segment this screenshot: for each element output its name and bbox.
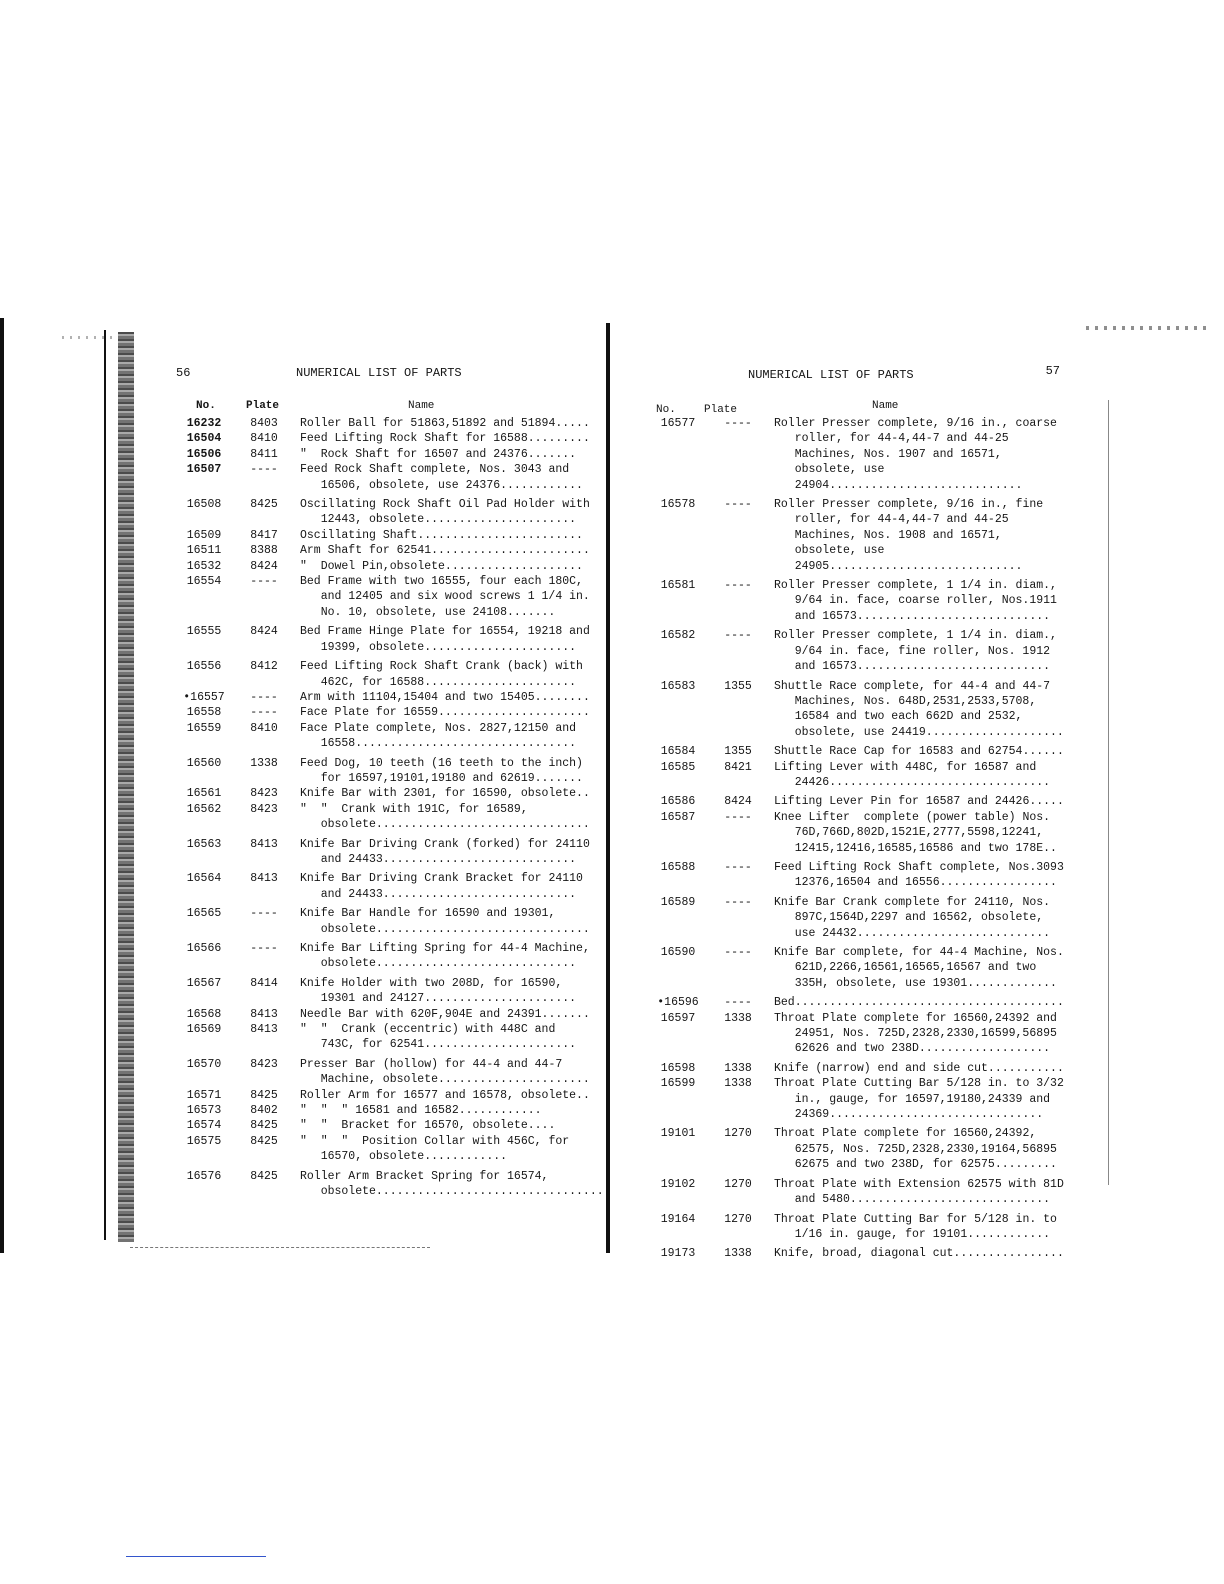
right-page	[650, 366, 1070, 1262]
plate-number: ----	[724, 579, 752, 593]
part-name: Roller Presser complete, 1 1/4 in. diam., 9/64 in. face, fine roller, Nos. 1912 and 16573............................	[774, 629, 1064, 674]
part-number: 16571	[186, 1088, 222, 1102]
part-number: 16577	[660, 417, 696, 430]
plate-number: 8417	[250, 528, 278, 542]
part-number: 16581	[660, 579, 696, 593]
part-name: " " Crank (eccentric) with 448C and 743C, for 62541......................	[300, 1023, 577, 1052]
plate-number: 8425	[250, 1134, 278, 1148]
part-name: Face Plate complete, Nos. 2827,12150 and 16558................................	[300, 721, 583, 751]
part-name: Knee Lifter complete (power table) Nos. 76D,766D,802D,1521E,2777,5598,12241, 12415,12416,16585,16586 and two 178E..	[774, 810, 1057, 855]
plate-number: 8424	[250, 559, 278, 573]
part-number: 16573	[186, 1104, 222, 1118]
part-entry	[176, 1022, 596, 1053]
part-entry	[650, 578, 1070, 624]
plate-number: 8402	[250, 1104, 278, 1118]
part-number: 16555	[186, 625, 222, 639]
part-entry	[176, 497, 596, 528]
parts-list	[650, 416, 1070, 1262]
part-name: Oscillating Rock Shaft Oil Pad Holder with 12443, obsolete......................	[300, 498, 597, 527]
part-name: Bed Frame with two 16555, four each 180C, and 12405 and six wood screws 1 1/4 in. No. 10, obsolete, use 24108.......	[300, 575, 597, 619]
plate-number: 8412	[250, 660, 278, 674]
part-number: 16588	[660, 860, 696, 874]
part-entry	[176, 431, 596, 446]
part-name: Throat Plate with Extension 62575 with 81D and 5480.............................	[774, 1177, 1071, 1207]
part-name: Roller Arm for 16577 and 16578, obsolete..	[300, 1088, 590, 1102]
plate-number: 1338	[724, 1061, 752, 1075]
part-entry	[650, 794, 1070, 809]
plate-number: 8425	[250, 498, 278, 512]
part-entry	[650, 416, 1070, 493]
part-number: 16558	[186, 706, 222, 720]
part-number: 16569	[186, 1023, 222, 1037]
plate-number: 8411	[250, 447, 278, 461]
part-entry	[176, 1118, 596, 1133]
part-name: Knife Bar Crank complete for 24110, Nos. 897C,1564D,2297 and 16562, obsolete, use 24432............................	[774, 895, 1057, 940]
plate-number: ----	[250, 575, 278, 589]
column-header-name: Name	[872, 400, 899, 412]
plate-number: ----	[724, 629, 752, 643]
left-page	[176, 366, 604, 1200]
part-entry	[176, 837, 596, 868]
plate-number: 8424	[250, 625, 278, 639]
plate-number: 8410	[250, 432, 278, 446]
column-header-no: No.	[196, 400, 216, 412]
part-number: 16232	[186, 417, 222, 430]
part-number: 16599	[660, 1077, 696, 1091]
part-entry	[650, 760, 1070, 791]
part-name: Knife Bar Driving Crank (forked) for 24110 and 24433............................	[300, 837, 597, 866]
part-entry	[176, 906, 596, 937]
part-name: Roller Ball for 51863,51892 and 51894.....	[300, 417, 590, 430]
part-name: Roller Presser complete, 9/16 in., fine roller, for 44-4,44-7 and 44-25 Machines, Nos. 1908 and 16571, obsolete, use 24905............................	[774, 498, 1051, 573]
plate-number: 8423	[250, 787, 278, 801]
plate-number: ----	[250, 463, 278, 477]
part-number: 16589	[660, 895, 696, 909]
page-number: 57	[1045, 364, 1060, 378]
part-entry	[176, 976, 596, 1007]
plate-number: 1270	[724, 1127, 752, 1141]
plate-number: ----	[724, 810, 752, 824]
part-name: Knife Bar Driving Crank Bracket for 24110 and 24433............................	[300, 872, 590, 901]
part-number: 16559	[186, 721, 222, 735]
part-number: 16509	[186, 528, 222, 542]
part-number: 16574	[186, 1119, 222, 1133]
part-name: Face Plate for 16559......................	[300, 706, 590, 720]
part-entry	[176, 690, 596, 705]
part-name: Knife, broad, diagonal cut................	[774, 1247, 1064, 1261]
part-number: 16504	[186, 432, 222, 446]
part-number: 16597	[660, 1011, 696, 1025]
part-number: 19101	[660, 1127, 696, 1141]
part-number: 16583	[660, 679, 696, 693]
part-number: 19102	[660, 1177, 696, 1191]
part-entry	[176, 1169, 604, 1200]
part-name: Throat Plate complete for 16560,24392, 62575, Nos. 725D,2328,2330,19164,56895 62675 and two 238D, for 62575.........	[774, 1127, 1064, 1172]
column-header-name: Name	[408, 400, 435, 412]
part-entry	[176, 1088, 596, 1103]
part-entry	[650, 1177, 1070, 1208]
plate-number: 8413	[250, 872, 278, 886]
part-entry	[650, 679, 1070, 741]
plate-number: ----	[724, 895, 752, 909]
part-name: Knife Bar Lifting Spring for 44-4 Machine, obsolete.............................	[300, 942, 597, 971]
plate-number: 8425	[250, 1088, 278, 1102]
part-number: 16568	[186, 1007, 222, 1021]
plate-number: 8403	[250, 417, 278, 430]
part-name: Feed Lifting Rock Shaft Crank (back) with 462C, for 16588......................	[300, 660, 590, 689]
bottom-scan-rule	[130, 1247, 430, 1249]
part-entry	[176, 559, 596, 574]
part-name: Throat Plate complete for 16560,24392 and 24951, Nos. 725D,2328,2330,16599,56895 62626 and two 238D...................	[774, 1011, 1064, 1056]
plate-number: 1338	[724, 1077, 752, 1091]
part-name: " " " Position Collar with 456C, for 16570, obsolete............	[300, 1134, 577, 1164]
part-number: 16511	[186, 544, 222, 558]
plate-number: ----	[250, 706, 278, 720]
plate-number: ----	[250, 690, 278, 704]
plate-number: 1355	[724, 745, 752, 759]
binding-edge	[118, 332, 134, 1242]
plate-number: 8423	[250, 802, 278, 816]
part-entry	[176, 1057, 596, 1088]
part-entry	[176, 659, 596, 690]
page-title: NUMERICAL LIST OF PARTS	[296, 366, 462, 380]
part-name: Shuttle Race complete, for 44-4 and 44-7 Machines, Nos. 648D,2531,2533,5708, 16584 and two each 662D and 2532, obsolete, use 24419....................	[774, 679, 1064, 739]
page-header	[176, 366, 596, 388]
part-number: 16587	[660, 810, 696, 824]
part-number: 16507	[186, 463, 222, 477]
part-entry	[176, 786, 596, 801]
page-edge-right	[1108, 400, 1109, 1185]
part-name: Arm with 11104,15404 and two 15405........	[300, 690, 590, 704]
part-name: Shuttle Race Cap for 16583 and 62754......	[774, 745, 1064, 759]
plate-number: 8425	[250, 1169, 278, 1183]
scan-edge	[0, 318, 4, 1253]
plate-number: 8424	[724, 795, 752, 809]
part-entry	[176, 871, 596, 902]
part-entry	[176, 447, 596, 462]
part-number: 16598	[660, 1061, 696, 1075]
part-number: 16567	[186, 976, 222, 990]
part-entry	[176, 941, 596, 972]
part-name: Knife Bar with 2301, for 16590, obsolete..	[300, 787, 590, 801]
part-number: 16554	[186, 575, 222, 589]
part-number: 19164	[660, 1212, 696, 1226]
part-name: Throat Plate Cutting Bar 5/128 in. to 3/32 in., gauge, for 16597,19180,24339 and 24369...............................	[774, 1077, 1071, 1122]
scan-specks-top-right	[1086, 326, 1206, 330]
part-number: 16565	[186, 907, 222, 921]
part-entry	[650, 860, 1070, 891]
part-name: Roller Presser complete, 9/16 in., coarse roller, for 44-4,44-7 and 44-25 Machines, Nos. 1907 and 16571, obsolete, use 24904............................	[774, 417, 1064, 492]
part-entry	[650, 744, 1070, 759]
binding-line	[104, 330, 106, 1240]
plate-number: 8410	[250, 721, 278, 735]
plate-number: 8413	[250, 1023, 278, 1037]
part-entry	[176, 1134, 596, 1165]
part-number: 16570	[186, 1057, 222, 1071]
part-name: Knife (narrow) end and side cut...........	[774, 1061, 1064, 1075]
part-number: 16576	[186, 1169, 222, 1183]
part-number: 16532	[186, 559, 222, 573]
part-name: Feed Dog, 10 teeth (16 teeth to the inch) for 16597,19101,19180 and 62619.......	[300, 756, 590, 785]
part-name: Bed.......................................	[774, 996, 1064, 1010]
part-number: 16560	[186, 756, 222, 770]
part-entry	[176, 1007, 596, 1022]
part-name: Feed Lifting Rock Shaft for 16588.........	[300, 432, 590, 446]
part-name: Lifting Lever with 448C, for 16587 and 24426................................	[774, 760, 1051, 789]
part-number: 16584	[660, 745, 696, 759]
part-number: •16557	[183, 690, 225, 704]
plate-number: 1355	[724, 679, 752, 693]
part-name: Needle Bar with 620F,904E and 24391.......	[300, 1007, 590, 1021]
plate-number: 8413	[250, 1007, 278, 1021]
part-entry	[650, 1246, 1070, 1261]
part-name: Knife Bar Handle for 16590 and 19301, obsolete...............................	[300, 907, 590, 936]
plate-number: ----	[724, 946, 752, 959]
part-entry	[650, 945, 1070, 991]
part-number: 16508	[186, 498, 222, 512]
column-header-plate: Plate	[246, 400, 280, 412]
part-name: Roller Arm Bracket Spring for 16574, obsolete.................................	[300, 1169, 604, 1199]
part-name: Lifting Lever Pin for 16587 and 24426.....	[774, 795, 1064, 809]
part-name: " " " 16581 and 16582............	[300, 1104, 542, 1118]
part-entry	[176, 528, 596, 543]
part-number: 16582	[660, 629, 696, 643]
plate-number: 1338	[724, 1011, 752, 1025]
part-name: Arm Shaft for 62541.......................	[300, 544, 590, 558]
part-entry	[650, 1076, 1070, 1122]
part-name: Oscillating Shaft........................	[300, 528, 583, 542]
part-entry	[650, 1212, 1070, 1243]
plate-number: ----	[250, 907, 278, 921]
plate-number: 1270	[724, 1177, 752, 1191]
part-name: Feed Rock Shaft complete, Nos. 3043 and 16506, obsolete, use 24376............	[300, 463, 583, 492]
part-name: " Rock Shaft for 16507 and 24376.......	[300, 447, 577, 461]
part-entry	[650, 995, 1070, 1010]
part-entry	[650, 810, 1070, 856]
part-number: 16575	[186, 1134, 222, 1148]
column-header-no: No.	[656, 404, 676, 416]
plate-number: 1338	[250, 756, 278, 770]
plate-number: 1338	[724, 1247, 752, 1261]
scan-specks-top-left	[62, 336, 112, 339]
part-entry	[176, 624, 596, 655]
plate-number: ----	[724, 996, 752, 1010]
part-entry	[176, 462, 596, 493]
plate-number: 1270	[724, 1212, 752, 1226]
part-name: " Dowel Pin,obsolete....................	[300, 559, 583, 573]
footer-rule	[126, 1556, 266, 1557]
part-entry	[176, 574, 596, 620]
part-number: 16562	[186, 802, 222, 816]
part-number: 16590	[660, 946, 696, 959]
plate-number: 8414	[250, 976, 278, 990]
part-number: 16563	[186, 837, 222, 851]
plate-number: ----	[724, 498, 752, 512]
part-number: 16578	[660, 498, 696, 512]
part-name: " " Bracket for 16570, obsolete....	[300, 1119, 556, 1133]
part-name: Roller Presser complete, 1 1/4 in. diam., 9/64 in. face, coarse roller, Nos.1911 and 16573............................	[774, 579, 1064, 623]
page-gutter	[606, 323, 610, 1253]
part-entry	[176, 721, 596, 752]
part-entry	[176, 543, 596, 558]
part-entry	[650, 628, 1070, 674]
part-number: 16561	[186, 787, 222, 801]
part-number: 16585	[660, 760, 696, 774]
part-name: " " Crank with 191C, for 16589, obsolete...............................	[300, 802, 590, 832]
page-title: NUMERICAL LIST OF PARTS	[748, 368, 914, 382]
part-name: Knife Holder with two 208D, for 16590, 19301 and 24127......................	[300, 976, 577, 1006]
part-name: Throat Plate Cutting Bar for 5/128 in. to 1/16 in. gauge, for 19101............	[774, 1212, 1064, 1241]
part-number: 16586	[660, 795, 696, 809]
part-number: 16564	[186, 872, 222, 886]
part-entry	[650, 1126, 1070, 1172]
column-headers	[176, 400, 596, 416]
part-entry	[650, 497, 1070, 574]
plate-number: ----	[724, 860, 752, 874]
part-entry	[176, 756, 596, 787]
parts-list	[176, 416, 604, 1200]
part-number: 16506	[186, 447, 222, 461]
part-entry	[176, 1103, 596, 1118]
plate-number: 8423	[250, 1057, 278, 1071]
plate-number: ----	[724, 417, 752, 430]
column-header-plate: Plate	[704, 404, 738, 416]
part-entry	[176, 416, 596, 431]
part-number: 16566	[186, 942, 222, 955]
part-name: Bed Frame Hinge Plate for 16554, 19218 and 19399, obsolete......................	[300, 625, 597, 654]
part-entry	[176, 705, 596, 720]
plate-number: ----	[250, 942, 278, 955]
plate-number: 8388	[250, 544, 278, 558]
part-number: 19173	[660, 1247, 696, 1261]
column-headers	[650, 400, 1070, 416]
part-name: Feed Lifting Rock Shaft complete, Nos.3093 12376,16504 and 16556.................	[774, 860, 1071, 890]
part-entry	[650, 1011, 1070, 1057]
plate-number: 8425	[250, 1119, 278, 1133]
part-name: Presser Bar (hollow) for 44-4 and 44-7 Machine, obsolete......................	[300, 1057, 590, 1087]
plate-number: 8413	[250, 837, 278, 851]
part-entry	[176, 802, 596, 833]
page-header	[650, 366, 1070, 388]
part-number: •16596	[657, 996, 699, 1010]
part-number: 16556	[186, 660, 222, 674]
plate-number: 8421	[724, 760, 752, 774]
page-number: 56	[176, 366, 191, 380]
part-entry	[650, 1061, 1070, 1076]
part-name: Knife Bar complete, for 44-4 Machine, Nos. 621D,2266,16561,16565,16567 and two 335H, obsolete, use 19301.............	[774, 946, 1071, 990]
part-entry	[650, 895, 1070, 941]
